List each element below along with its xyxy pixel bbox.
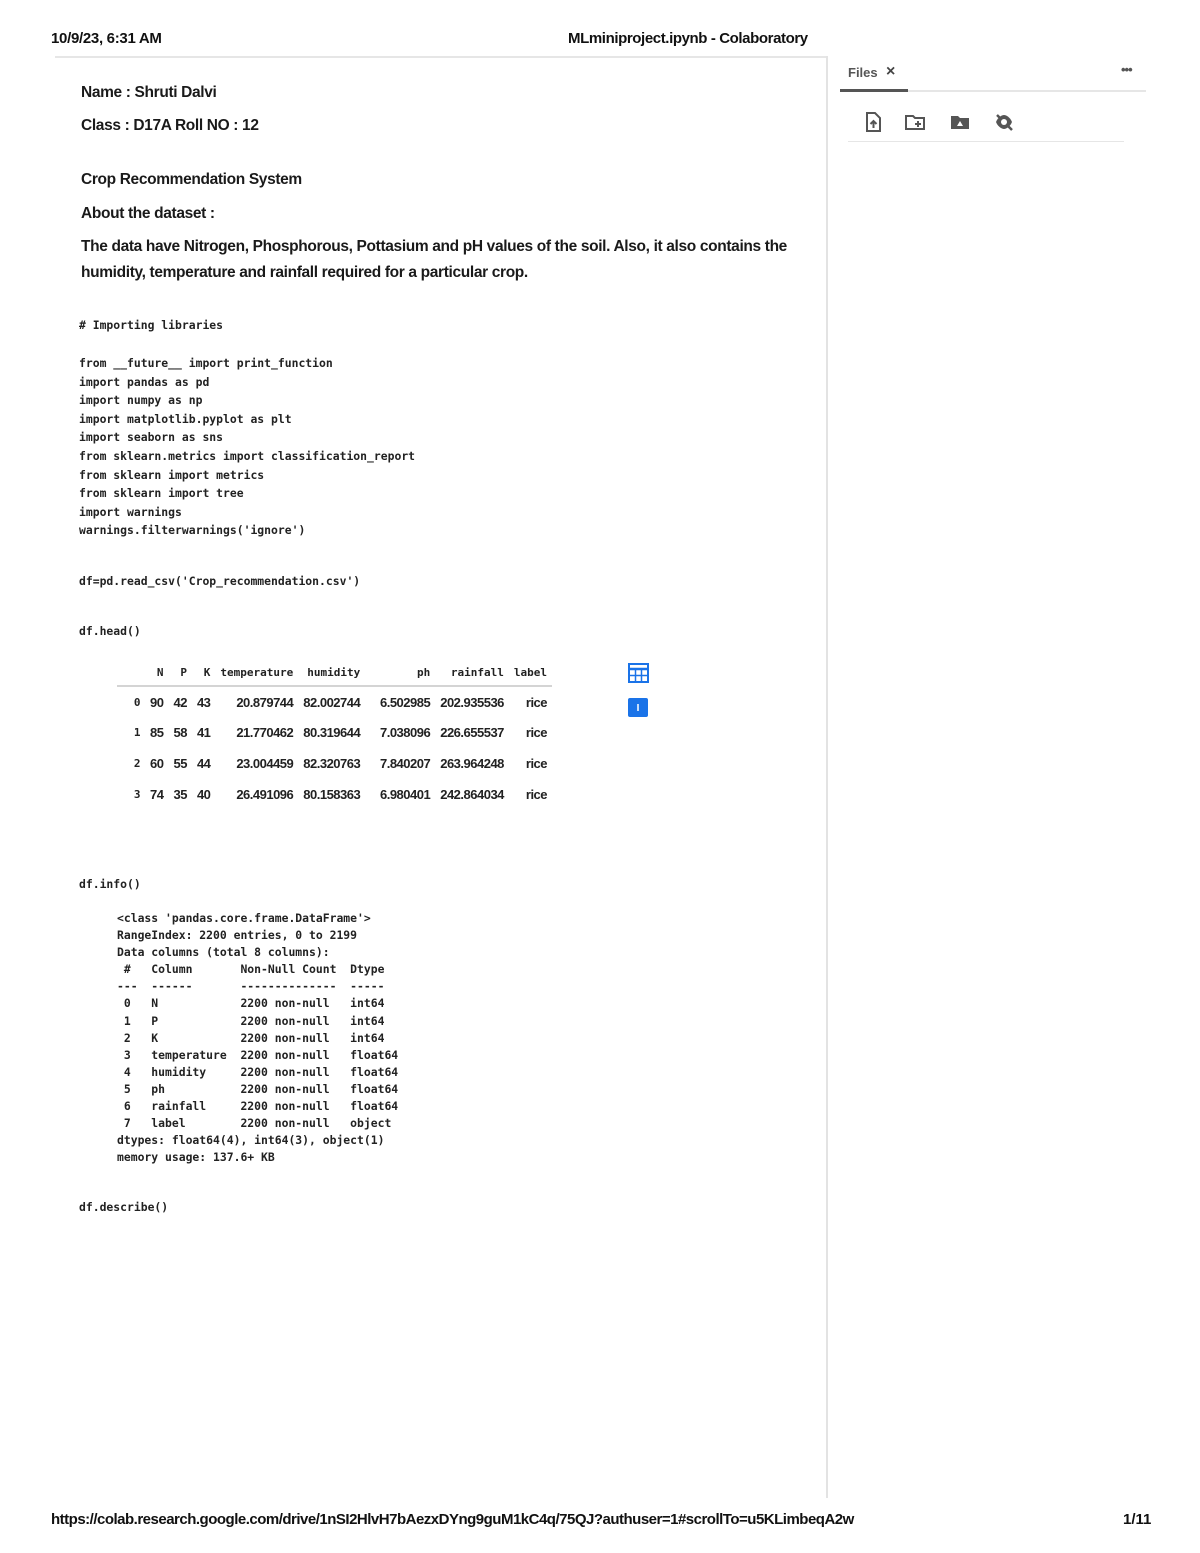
column-header: K	[192, 660, 215, 686]
table-cell: 35	[173, 787, 187, 802]
column-header: humidity	[298, 660, 365, 686]
table-header-row	[117, 660, 552, 686]
row-index: 3	[133, 788, 140, 801]
table-row	[117, 686, 552, 717]
header-divider	[55, 56, 826, 58]
info-output: <class 'pandas.core.frame.DataFrame'> RangeIndex: 2200 entries, 0 to 2199 Data columns (total 8 columns): # Column Non-Null Count Dtype --- ------ -------------- ----- 0 N 2200 non-null int64 1 P 2200 non-null int64 2 K 2200 non-null int64 3 temperature 2200 non-null float64 4 humidity 2200 non-null float64 5 ph 2200 non-null float64 6 rainfall 2200 non-null float64 7 label 2200 non-null object dtypes: float64(4), int64(3), object(1) memory usage: 137.6+ KB	[117, 911, 399, 1165]
interactive-table-icon[interactable]	[628, 663, 649, 683]
table-cell: 90	[150, 694, 164, 710]
print-url: https://colab.research.google.com/drive/1nSI2HlvH7bAezxDYng9guM1kC4q/75QJ?authuser=1#scrollTo=u5KLimbeqA2w	[51, 1511, 854, 1528]
column-header: label	[509, 660, 552, 686]
code-cell-describe[interactable]: df.describe()	[79, 1200, 169, 1214]
table-row	[117, 717, 552, 748]
hide-files-icon[interactable]	[993, 111, 1015, 133]
code-cell-info[interactable]: df.info()	[79, 877, 141, 891]
table-cell: 80.319644	[303, 725, 361, 740]
table-cell: 7.840207	[379, 756, 431, 771]
mount-drive-icon[interactable]	[949, 111, 971, 133]
row-index: 1	[133, 726, 140, 739]
table-cell: 41	[196, 725, 211, 740]
table-cell: rice	[525, 725, 548, 740]
row-index: 0	[133, 695, 140, 709]
class-roll-line: Class : D17A Roll NO : 12	[81, 117, 259, 134]
chart-icon	[628, 698, 648, 717]
column-header: N	[145, 660, 168, 686]
table-cell: 42	[173, 694, 187, 710]
table-cell: 7.038096	[379, 725, 431, 740]
column-header: temperature	[215, 660, 298, 686]
column-header: rainfall	[435, 660, 509, 686]
table-cell: 82.320763	[303, 756, 361, 771]
code-cell-imports[interactable]: from __future__ import print_function import pandas as pd import numpy as np import matplotlib.pyplot as plt import seaborn as sns from sklearn.metrics import classification_report from sklearn import metrics from sklearn import tree import warnings warnings.filterwarnings('ignore')	[79, 356, 416, 538]
table-cell: 20.879744	[236, 694, 294, 710]
code-cell-comment[interactable]: # Importing libraries	[79, 318, 224, 332]
files-tab[interactable]: Files	[848, 65, 878, 80]
table-cell: 43	[196, 694, 211, 710]
table-cell: 55	[173, 756, 187, 771]
panel-divider	[826, 56, 828, 1498]
table-cell: 21.770462	[236, 725, 294, 740]
table-cell: rice	[525, 787, 548, 802]
table-cell: 85	[150, 725, 164, 740]
more-options-icon[interactable]: •••	[1121, 62, 1132, 77]
table-row	[117, 779, 552, 810]
files-tab-divider	[908, 90, 1146, 92]
table-cell: 74	[150, 787, 164, 802]
print-datetime: 10/9/23, 6:31 AM	[51, 30, 162, 47]
print-page-number: 1/11	[1123, 1511, 1152, 1528]
dataframe-head-table	[117, 660, 552, 810]
table-cell: 44	[196, 756, 211, 771]
author-name: Name : Shruti Dalvi	[81, 84, 217, 101]
table-cell: 40	[196, 787, 211, 802]
close-icon[interactable]: ×	[886, 63, 896, 80]
code-cell-read-csv[interactable]: df=pd.read_csv('Crop_recommendation.csv')	[79, 574, 361, 588]
index-header	[117, 660, 145, 686]
table-cell: 80.158363	[303, 787, 361, 802]
row-index: 2	[133, 757, 140, 770]
table-cell: 58	[173, 725, 187, 740]
about-heading: About the dataset :	[81, 205, 215, 222]
column-header: P	[168, 660, 191, 686]
table-cell: 6.980401	[379, 787, 431, 802]
code-cell-head[interactable]: df.head()	[79, 624, 141, 638]
table-cell: 226.655537	[440, 725, 504, 740]
table-cell: 6.502985	[379, 694, 431, 710]
table-cell: 26.491096	[236, 787, 294, 802]
table-cell: rice	[525, 756, 548, 771]
toolbar-divider	[848, 141, 1124, 142]
notebook-title: Crop Recommendation System	[81, 171, 302, 188]
active-tab-indicator	[840, 89, 908, 92]
table-cell: 82.002744	[303, 694, 361, 710]
table-cell: rice	[525, 694, 548, 710]
about-text: The data have Nitrogen, Phosphorous, Pottasium and pH values of the soil. Also, it also contains the humidity, temperature and rainfall required for a particular crop.	[81, 238, 787, 281]
table-row	[117, 748, 552, 779]
table-cell: 60	[150, 756, 164, 771]
table-cell: 202.935536	[440, 694, 504, 710]
print-page-title: MLminiproject.ipynb - Colaboratory	[568, 30, 808, 47]
table-cell: 242.864034	[440, 787, 504, 802]
new-folder-icon[interactable]	[904, 111, 926, 133]
suggest-charts-button[interactable]	[628, 698, 648, 717]
table-cell: 263.964248	[440, 756, 504, 771]
column-header: ph	[365, 660, 435, 686]
table-cell: 23.004459	[236, 756, 294, 771]
upload-file-icon[interactable]	[862, 111, 884, 133]
